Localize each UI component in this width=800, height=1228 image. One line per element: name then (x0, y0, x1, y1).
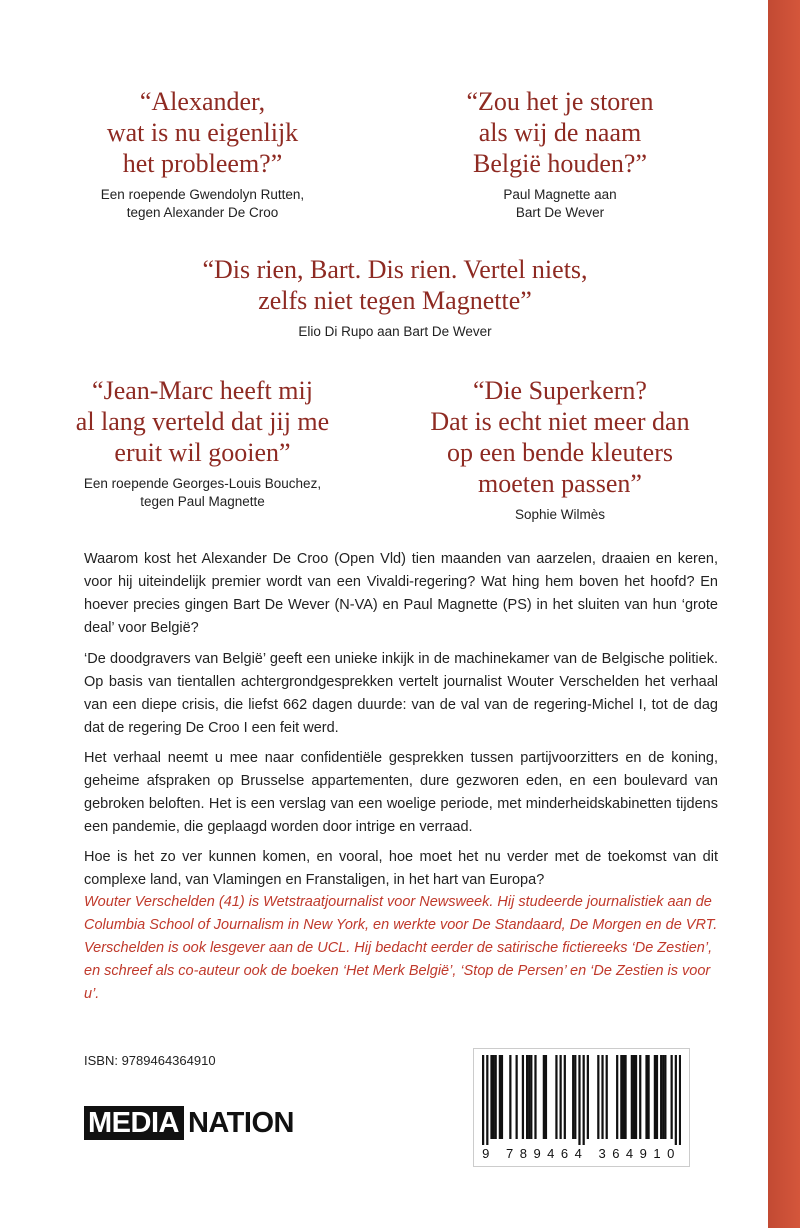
quote-text: “Zou het je storen als wij de naam België houden?” (466, 87, 654, 178)
author-bio: Wouter Verschelden (41) is Wetstraatjournalist voor Newsweek. Hij studeerde journalistiek aan de Columbia School of Journalism in New York, en werkte voor De Standaard, De Morgen en de VRT. Verschelden is ook lesgever aan de UCL. Hij bedacht eerder de satirische fictiereeks ‘De Zestien’, en schreef als co-auteur ook de boeken ‘Het Merk België’, ‘Stop de Persen’ en ‘De Zestien is voor u’. (84, 894, 718, 1002)
quote-attribution: Een roepende Gwendolyn Rutten, tegen Alexander De Croo (100, 187, 305, 220)
barcode-bar (616, 1055, 618, 1139)
quote-4 (60, 375, 345, 511)
barcode-bar (526, 1055, 528, 1139)
barcode-bar (522, 1055, 524, 1139)
barcode-bar (601, 1055, 603, 1139)
barcode-bar (490, 1055, 492, 1139)
barcode-bar (639, 1055, 641, 1139)
quote-attribution: Elio Di Rupo aan Bart De Wever (298, 324, 492, 339)
barcode-bar (509, 1055, 511, 1139)
barcode-bar (587, 1055, 589, 1139)
barcode-bar (543, 1055, 545, 1139)
barcode-bar (660, 1055, 662, 1139)
quote-attribution: Paul Magnette aan Bart De Wever (503, 187, 617, 220)
quote-5 (400, 375, 720, 524)
barcode-bar (633, 1055, 635, 1139)
barcode-bar (528, 1055, 530, 1139)
quote-1 (60, 86, 345, 222)
barcode-bar (679, 1055, 681, 1145)
barcode-bar (534, 1055, 536, 1139)
barcode-bar (647, 1055, 649, 1139)
quote-2 (430, 86, 690, 222)
barcode-bar (516, 1055, 518, 1139)
barcode-bar (664, 1055, 666, 1139)
blurb-paragraph-1: Waarom kost het Alexander De Croo (Open Vld) tien maanden van aarzelen, draaien en keren, voor hij uiteindelijk premier wordt van een Vivaldi-regering? Wat hing hem boven het hoofd? En hoever precies gingen Bart De Wever (N-VA) en Paul Magnette (PS) in het sluiten van hun ‘grote deal’ voor België? (84, 551, 718, 636)
barcode-bar (622, 1055, 624, 1139)
blurb-paragraph-2: ‘De doodgravers van België’ geeft een unieke inkijk in de machinekamer van de Belgische politiek. Op basis van tientallen achtergrondgesprekken vertelt journalist Wouter Verschelden het verhaal van een diepe crisis, die liefst 662 dagen duurde: van de val van de regering-Michel I, tot de dag dat de regering De Croo I een feit werd. (84, 651, 718, 736)
publisher-logo-nation: NATION (187, 1107, 294, 1139)
isbn-label: ISBN: 9789464364910 (84, 1053, 216, 1068)
barcode (473, 1048, 690, 1167)
barcode-bar (499, 1055, 501, 1139)
quote-attribution: Een roepende Georges-Louis Bouchez, tegen Paul Magnette (83, 476, 322, 509)
barcode-bar (624, 1055, 626, 1139)
quote-text: “Jean-Marc heeft mij al lang verteld dat jij me eruit wil gooien” (75, 376, 330, 467)
barcode-bar (662, 1055, 664, 1139)
barcode-bar (656, 1055, 658, 1139)
barcode-bar (635, 1055, 637, 1139)
barcode-bar (645, 1055, 647, 1139)
barcode-bar (486, 1055, 488, 1145)
quote-3 (130, 254, 660, 341)
barcode-digits: 9 789464 364910 (482, 1146, 681, 1161)
publisher-logo (84, 1106, 294, 1140)
barcode-bar (492, 1055, 494, 1139)
barcode-bar (671, 1055, 673, 1139)
barcode-bar (654, 1055, 656, 1139)
barcode-bar (578, 1055, 580, 1145)
barcode-bar (501, 1055, 503, 1139)
barcode-bar (495, 1055, 497, 1139)
barcode-bar (530, 1055, 532, 1139)
publisher-logo-media: MEDIA (84, 1106, 184, 1140)
blurb-paragraph-4: Hoe is het zo ver kunnen komen, en vooral, hoe moet het nu verder met de toekomst van dit complexe land, van Vlamingen en Franstaligen, in het hart van Europa? (84, 849, 718, 888)
barcode-bar (572, 1055, 574, 1139)
blurb-paragraph-3: Het verhaal neemt u mee naar confidentiële gesprekken tussen partijvoorzitters en de koning, geheime afspraken op Brusselse appartementen, dure gezworen eden, en een boulevard van gebroken beloften. Het is een verslag van een woelige periode, met minderheidskabinetten tijdens een pandemie, die geplaagd worden door intrige en verraad. (84, 750, 718, 835)
quote-attribution: Sophie Wilmès (514, 507, 606, 522)
barcode-bar (620, 1055, 622, 1139)
barcode-bar (482, 1055, 484, 1145)
barcode-bars (482, 1055, 681, 1145)
barcode-bar (574, 1055, 576, 1139)
barcode-bar (564, 1055, 566, 1139)
barcode-bar (583, 1055, 585, 1145)
barcode-bar (545, 1055, 547, 1139)
barcode-bar (555, 1055, 557, 1139)
book-spine-edge (768, 0, 800, 1228)
barcode-bar (560, 1055, 562, 1139)
barcode-bar (631, 1055, 633, 1139)
barcode-bar (675, 1055, 677, 1145)
barcode-bar (606, 1055, 608, 1139)
quote-text: “Alexander, wat is nu eigenlijk het probleem?” (106, 87, 299, 178)
barcode-bar (597, 1055, 599, 1139)
quote-text: “Dis rien, Bart. Dis rien. Vertel niets, zelfs niet tegen Magnette” (202, 255, 588, 315)
quote-text: “Die Superkern? Dat is echt niet meer dan op een bende kleuters moeten passen” (430, 376, 690, 498)
